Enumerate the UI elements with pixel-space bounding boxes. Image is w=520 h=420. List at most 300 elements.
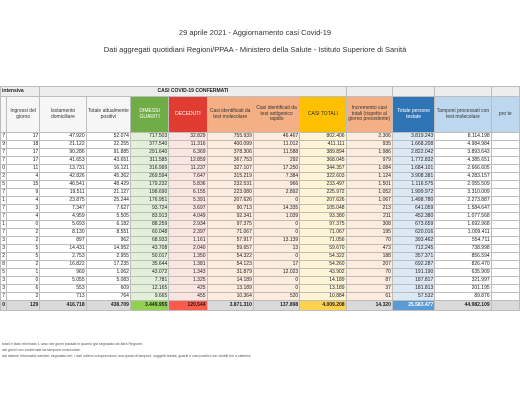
table-cell: 0 [253, 229, 299, 237]
table-cell: 367.753 [207, 157, 253, 165]
table-row [1, 189, 520, 197]
totals-cell: 129 [7, 301, 40, 311]
table-cell: 52.074 [86, 133, 130, 141]
table-cell: 35.644 [130, 261, 168, 269]
table-cell: 897 [40, 237, 86, 245]
table-cell-empty [491, 173, 519, 181]
table-cell: 13.189 [300, 285, 346, 293]
table-row [1, 181, 520, 189]
table-cell-empty [491, 157, 519, 165]
table-cell: 19.511 [40, 189, 86, 197]
table-cell: 7 [2, 213, 6, 220]
table-cell: 322.603 [300, 173, 346, 181]
table-cell: 311.585 [130, 157, 168, 165]
table-cell: 68.933 [130, 237, 168, 245]
table-cell: 2 [7, 293, 40, 301]
table-cell: 71.067 [207, 229, 253, 237]
table-cell: 2 [2, 253, 6, 260]
table-cell: 0 [253, 197, 299, 205]
confirmed-cases-group-header: CASI COVID-19 CONFERMATI [40, 87, 346, 97]
table-cell: 1.986 [346, 149, 392, 157]
table-cell: 61 [346, 293, 392, 301]
totals-cell: 14.320 [346, 301, 392, 311]
table-cell: 207.626 [207, 197, 253, 205]
table-row [1, 213, 520, 221]
table-row [1, 237, 520, 245]
table-cell: 233.497 [300, 181, 346, 189]
table-cell: 2.273.887 [435, 197, 491, 205]
table-cell: 327.107 [207, 165, 253, 173]
table-cell: 48.429 [86, 181, 130, 189]
table-cell: 425 [169, 285, 207, 293]
table-cell: 553 [40, 285, 86, 293]
header-tamponi: Tamponi processati con test molecolare [435, 97, 491, 133]
table-cell: 2 [2, 173, 6, 180]
table-cell: 105.048 [300, 205, 346, 213]
table-row [1, 141, 520, 149]
table-cell: 8 [2, 261, 6, 268]
table-cell: 717.503 [130, 133, 168, 141]
table-cell: 2.666.605 [435, 165, 491, 173]
totals-cell: 44.982.109 [435, 301, 491, 311]
footnotes [2, 341, 508, 359]
table-cell: 0 [253, 277, 299, 285]
table-row [1, 229, 520, 237]
table-cell: 0 [7, 277, 40, 285]
table-cell: 54.123 [207, 261, 253, 269]
table-cell: 9 [7, 189, 40, 197]
table-cell: 3 [2, 237, 6, 244]
table-cell: 213 [346, 205, 392, 213]
table-cell: 93.380 [300, 213, 346, 221]
table-row [1, 253, 520, 261]
table-cell: 856.594 [435, 253, 491, 261]
table-cell: 1.999.972 [392, 189, 434, 197]
table-cell: 962 [86, 237, 130, 245]
header-isolamento: Isolamento domiciliare [40, 97, 86, 133]
table-cell: 1.161 [169, 237, 207, 245]
table-row [1, 133, 520, 141]
footnote-2: dai giorni non confermati da tampone molecolare. [2, 348, 81, 352]
table-cell: 1 [7, 269, 40, 277]
table-cell: 7.781 [130, 277, 168, 285]
table-cell: 1.052 [346, 189, 392, 197]
table-cell: 0 [253, 285, 299, 293]
header-casi-molecolare: Casi identificati da test molecolare [207, 97, 253, 133]
table-cell: 1.692.968 [435, 221, 491, 229]
table-cell: 2 [7, 229, 40, 237]
table-cell: 14.335 [253, 205, 299, 213]
table-cell: 2.040 [169, 245, 207, 253]
table-cell: 7.647 [169, 173, 207, 181]
table-cell: 452.380 [392, 213, 434, 221]
table-cell: 393.462 [392, 237, 434, 245]
table-row [1, 149, 520, 157]
table-cell: 7.384 [253, 173, 299, 181]
table-cell-empty [491, 245, 519, 253]
table-cell: 90.286 [40, 149, 86, 157]
table-cell: 5.055 [40, 277, 86, 285]
table-cell: 17.250 [253, 165, 299, 173]
table-cell: 400.099 [207, 141, 253, 149]
table-row [1, 165, 520, 173]
ti-group-header: intensiva [1, 87, 40, 97]
table-cell: 3 [2, 245, 6, 252]
table-cell: 5.693 [40, 221, 86, 229]
table-cell: 316.999 [130, 165, 168, 173]
totals-cell: 120.544 [169, 301, 207, 311]
table-cell: 14.189 [300, 277, 346, 285]
table-cell: 3.310.009 [435, 189, 491, 197]
table-row [1, 293, 520, 301]
table-cell-empty [491, 221, 519, 229]
table-cell: 31.879 [207, 269, 253, 277]
table-cell: 7 [2, 229, 6, 236]
totals-cell: 438.709 [86, 301, 130, 311]
table-cell-empty [491, 293, 519, 301]
table-cell-empty [491, 189, 519, 197]
totals-cell: 0 [1, 301, 7, 311]
table-cell: 520 [253, 293, 299, 301]
table-cell: 4 [7, 173, 40, 181]
table-cell: 969 [40, 269, 86, 277]
table-cell: 321.997 [435, 277, 491, 285]
table-cell: 43.651 [86, 157, 130, 165]
table-cell: 1.343 [169, 269, 207, 277]
table-cell: 57.917 [207, 237, 253, 245]
table-cell-empty [491, 197, 519, 205]
table-cell: 12.165 [130, 285, 168, 293]
table-cell: 2.306 [346, 133, 392, 141]
table-cell: 43.708 [130, 245, 168, 253]
table-cell: 41.653 [40, 157, 86, 165]
table-cell: 9 [2, 141, 6, 148]
covid-data-table [0, 86, 520, 311]
table-cell: 14.952 [86, 245, 130, 253]
table-cell-empty [491, 277, 519, 285]
table-cell-empty [491, 205, 519, 213]
table-cell: 308 [346, 221, 392, 229]
table-cell: 802.406 [300, 133, 346, 141]
table-row [1, 285, 520, 293]
table-cell: 291.640 [130, 149, 168, 157]
table-cell: 17 [7, 149, 40, 157]
table-cell: 5 [7, 253, 40, 261]
totals-cell: 4.009.208 [300, 301, 346, 311]
table-cell: 1.350 [169, 253, 207, 261]
table-cell: 188 [346, 253, 392, 261]
header-incremento: Incremento casi totali (rispetto al giorno precedente) [346, 97, 392, 133]
table-cell: 7.627 [86, 205, 130, 213]
table-cell: 11.012 [253, 141, 299, 149]
table-cell: 11.316 [169, 141, 207, 149]
table-cell: 3 [2, 277, 6, 284]
table-cell: 60.048 [130, 229, 168, 237]
table-cell: 4.959 [40, 213, 86, 221]
table-cell: 70 [346, 237, 392, 245]
table-cell: 17 [7, 157, 40, 165]
table-cell: 187.817 [392, 277, 434, 285]
table-cell-empty [491, 181, 519, 189]
table-cell: 1.381 [169, 261, 207, 269]
totals-cell-empty [491, 301, 519, 311]
table-cell: 97.375 [207, 221, 253, 229]
table-row [1, 277, 520, 285]
table-cell: 59.657 [207, 245, 253, 253]
header-dimessi-guariti: DIMESSI GUARITI [130, 97, 168, 133]
table-cell: 17 [7, 133, 40, 141]
table-cell: 93.724 [130, 205, 168, 213]
table-cell: 223.080 [207, 189, 253, 197]
table-cell: 13 [253, 245, 299, 253]
table-cell: 455 [169, 293, 207, 301]
table-cell: 692.287 [392, 261, 434, 269]
table-cell: 0 [2, 165, 6, 172]
table-cell: 473 [346, 245, 392, 253]
table-cell: 12.023 [253, 269, 299, 277]
table-cell: 4.283.157 [435, 173, 491, 181]
table-cell: 2.934 [169, 221, 207, 229]
table-cell: 198.690 [130, 189, 168, 197]
table-cell: 7.347 [40, 205, 86, 213]
totals-row [1, 301, 520, 311]
table-cell: 2.055.509 [435, 181, 491, 189]
table-cell: 211 [346, 213, 392, 221]
table-cell: 88.259 [130, 221, 168, 229]
table-cell: 7 [2, 189, 6, 196]
table-cell: 0 [7, 221, 40, 229]
table-cell: 1.325 [169, 277, 207, 285]
table-cell: 3.893.643 [435, 149, 491, 157]
table-cell: 89.876 [435, 293, 491, 301]
table-cell: 71.056 [300, 237, 346, 245]
table-cell: 10.364 [207, 293, 253, 301]
table-cell: 357.371 [392, 253, 434, 261]
table-cell: 389.894 [300, 149, 346, 157]
table-cell: 377.540 [130, 141, 168, 149]
table-cell: 1.009.411 [435, 229, 491, 237]
table-cell: 17.235 [86, 261, 130, 269]
table-cell: 4 [7, 213, 40, 221]
table-cell: 191.190 [392, 269, 434, 277]
table-cell: 195 [346, 229, 392, 237]
header-attualmente-positivi: Totale attualmente positivi [86, 97, 130, 133]
table-cell: 1.116.575 [392, 181, 434, 189]
page-title: 29 aprile 2021 - Aggiornamento casi Covid-19 [178, 28, 332, 37]
table-cell: 0 [253, 221, 299, 229]
table-cell: 1.772.832 [392, 157, 434, 165]
table-cell: 8.130 [40, 229, 86, 237]
table-cell: 43.072 [130, 269, 168, 277]
table-cell: 179.232 [130, 181, 168, 189]
table-cell: 54.322 [207, 253, 253, 261]
table-cell: 83.913 [130, 213, 168, 221]
table-cell-empty [491, 213, 519, 221]
table-cell: 6 [7, 285, 40, 293]
table-cell: 1.498.780 [392, 197, 434, 205]
table-cell: 1.039 [253, 213, 299, 221]
table-cell: 8.551 [86, 229, 130, 237]
table-cell: 10.884 [300, 293, 346, 301]
table-cell: 7 [2, 293, 6, 300]
table-cell: 13.731 [40, 165, 86, 173]
table-cell: 635.909 [435, 269, 491, 277]
table-cell: 70 [346, 269, 392, 277]
table-cell: 2.753 [40, 253, 86, 261]
table-cell: 7 [2, 149, 6, 156]
table-cell: 7 [2, 205, 6, 212]
table-cell: 5 [2, 269, 6, 276]
table-cell: 2 [7, 261, 40, 269]
table-cell: 5.083 [86, 277, 130, 285]
table-cell: 54.322 [300, 253, 346, 261]
table-cell: 91.885 [86, 149, 130, 157]
table-cell: 12.859 [169, 157, 207, 165]
table-cell: 5.391 [169, 197, 207, 205]
table-cell-empty [491, 133, 519, 141]
table-cell: 71.067 [300, 229, 346, 237]
table-cell-empty [491, 165, 519, 173]
table-cell: 2.822.042 [392, 149, 434, 157]
table-cell: 3.908.381 [392, 173, 434, 181]
table-cell-empty [491, 149, 519, 157]
table-cell: 97.375 [300, 221, 346, 229]
table-cell: 225.972 [300, 189, 346, 197]
table-cell: 1 [2, 221, 6, 228]
table-cell: 738.998 [435, 245, 491, 253]
table-cell: 14.431 [40, 245, 86, 253]
header-ingressi: Ingressi del giorno [7, 97, 40, 133]
table-cell: 25.244 [86, 197, 130, 205]
table-cell: 50.017 [130, 253, 168, 261]
table-cell-empty [491, 237, 519, 245]
table-cell: 59.670 [300, 245, 346, 253]
table-cell: 554.711 [435, 237, 491, 245]
table-cell: 673.659 [392, 221, 434, 229]
table-cell: 292 [253, 157, 299, 165]
table-cell: 207.626 [300, 197, 346, 205]
table-cell: 641.059 [392, 205, 434, 213]
totals-cell: 3.449.955 [130, 301, 168, 311]
table-cell: 1.501 [346, 181, 392, 189]
table-cell: 2 [7, 237, 40, 245]
table-cell: 378.306 [207, 149, 253, 157]
table-cell: 1.668.208 [392, 141, 434, 149]
header-casi-rapido: Casi identificati da test antigenico rapido [253, 97, 299, 133]
table-row [1, 245, 520, 253]
table-cell: 2.397 [169, 229, 207, 237]
table-cell: 344.357 [300, 165, 346, 173]
table-cell: 2.892 [253, 189, 299, 197]
totals-cell: 25.583.477 [392, 301, 434, 311]
table-cell: 3 [7, 205, 40, 213]
table-cell: 966 [253, 181, 299, 189]
table-row [1, 269, 520, 277]
table-cell-empty [491, 141, 519, 149]
table-cell: 37 [346, 285, 392, 293]
table-cell: 13.189 [207, 285, 253, 293]
table-cell: 23.875 [40, 197, 86, 205]
table-cell: 201.195 [435, 285, 491, 293]
table-cell: 1.077.568 [435, 213, 491, 221]
table-cell: 4.049 [169, 213, 207, 221]
table-cell: 11 [7, 165, 40, 173]
table-cell: 90.713 [207, 205, 253, 213]
table-cell: 92.341 [207, 213, 253, 221]
table-cell: 1.062 [86, 269, 130, 277]
table-cell: 764 [86, 293, 130, 301]
table-cell: 45.362 [86, 173, 130, 181]
table-cell: 6.182 [86, 221, 130, 229]
table-cell: 11.588 [253, 149, 299, 157]
header-casi-totali: CASI TOTALI [300, 97, 346, 133]
table-cell: 2.955 [86, 253, 130, 261]
table-cell: 176.951 [130, 197, 168, 205]
page-subtitle: Dati aggregati quotidiani Regioni/PPAA - Ministero della Salute - Istituto Superiore di Sanità [103, 45, 407, 54]
table-cell: 32.829 [169, 133, 207, 141]
table-cell: 8.114.198 [435, 133, 491, 141]
table-cell-empty [491, 261, 519, 269]
table-cell: 7 [2, 133, 6, 140]
table-cell: 16.822 [40, 261, 86, 269]
totals-cell: 416.718 [40, 301, 86, 311]
table-cell: 269.594 [130, 173, 168, 181]
table-cell: 3.697 [169, 205, 207, 213]
table-cell: 712.245 [392, 245, 434, 253]
totals-cell: 137.898 [253, 301, 299, 311]
table-cell: 181.813 [392, 285, 434, 293]
table-cell: 43.902 [300, 269, 346, 277]
table-cell: 46.467 [253, 133, 299, 141]
table-cell: 21.122 [40, 141, 86, 149]
table-cell: 368.045 [300, 157, 346, 165]
table-cell: 6.155 [169, 189, 207, 197]
table-cell: 7 [2, 157, 6, 164]
table-cell: 16.121 [86, 165, 130, 173]
header-deceduti: DECEDUTI [169, 97, 207, 133]
table-cell: 5 [2, 181, 6, 188]
totals-cell: 3.871.310 [207, 301, 253, 311]
table-cell: 315.219 [207, 173, 253, 181]
table-cell: 3.819.243 [392, 133, 434, 141]
covid-table-container [0, 86, 510, 311]
table-cell: 1.684.101 [392, 165, 434, 173]
header-persone-testate: Totale persone testate [392, 97, 434, 133]
table-cell: 4.385.651 [435, 157, 491, 165]
table-cell: 5.836 [169, 181, 207, 189]
table-cell: 935 [346, 141, 392, 149]
footnote-1: totali è stato eliminato 1 caso dei giorni passati in quanto già segnalato da altra Regione. [2, 342, 143, 346]
table-cell: 4.984.984 [435, 141, 491, 149]
table-cell: 47.920 [40, 133, 86, 141]
table-cell: 4 [7, 197, 40, 205]
table-cell: 42.826 [40, 173, 86, 181]
table-cell-empty [491, 253, 519, 261]
footnote-3: dai sistemi informativi sanitari, segnalato ieri, i dati odierni comprendono una quota di tamponi, soggetti testati, guariti e casi positivi non visibili ieri a sistema. [2, 354, 252, 358]
table-cell: 6.369 [169, 149, 207, 157]
table-cell: 620.016 [392, 229, 434, 237]
table-cell: 609 [86, 285, 130, 293]
table-cell: 1.584.647 [435, 205, 491, 213]
table-cell: 1.124 [346, 173, 392, 181]
table-row [1, 221, 520, 229]
table-cell: 713 [40, 293, 86, 301]
table-cell: 9.665 [130, 293, 168, 301]
table-cell: 15 [7, 181, 40, 189]
table-cell: 1.084 [346, 165, 392, 173]
header-last: pro te [491, 97, 519, 133]
table-row [1, 205, 520, 213]
